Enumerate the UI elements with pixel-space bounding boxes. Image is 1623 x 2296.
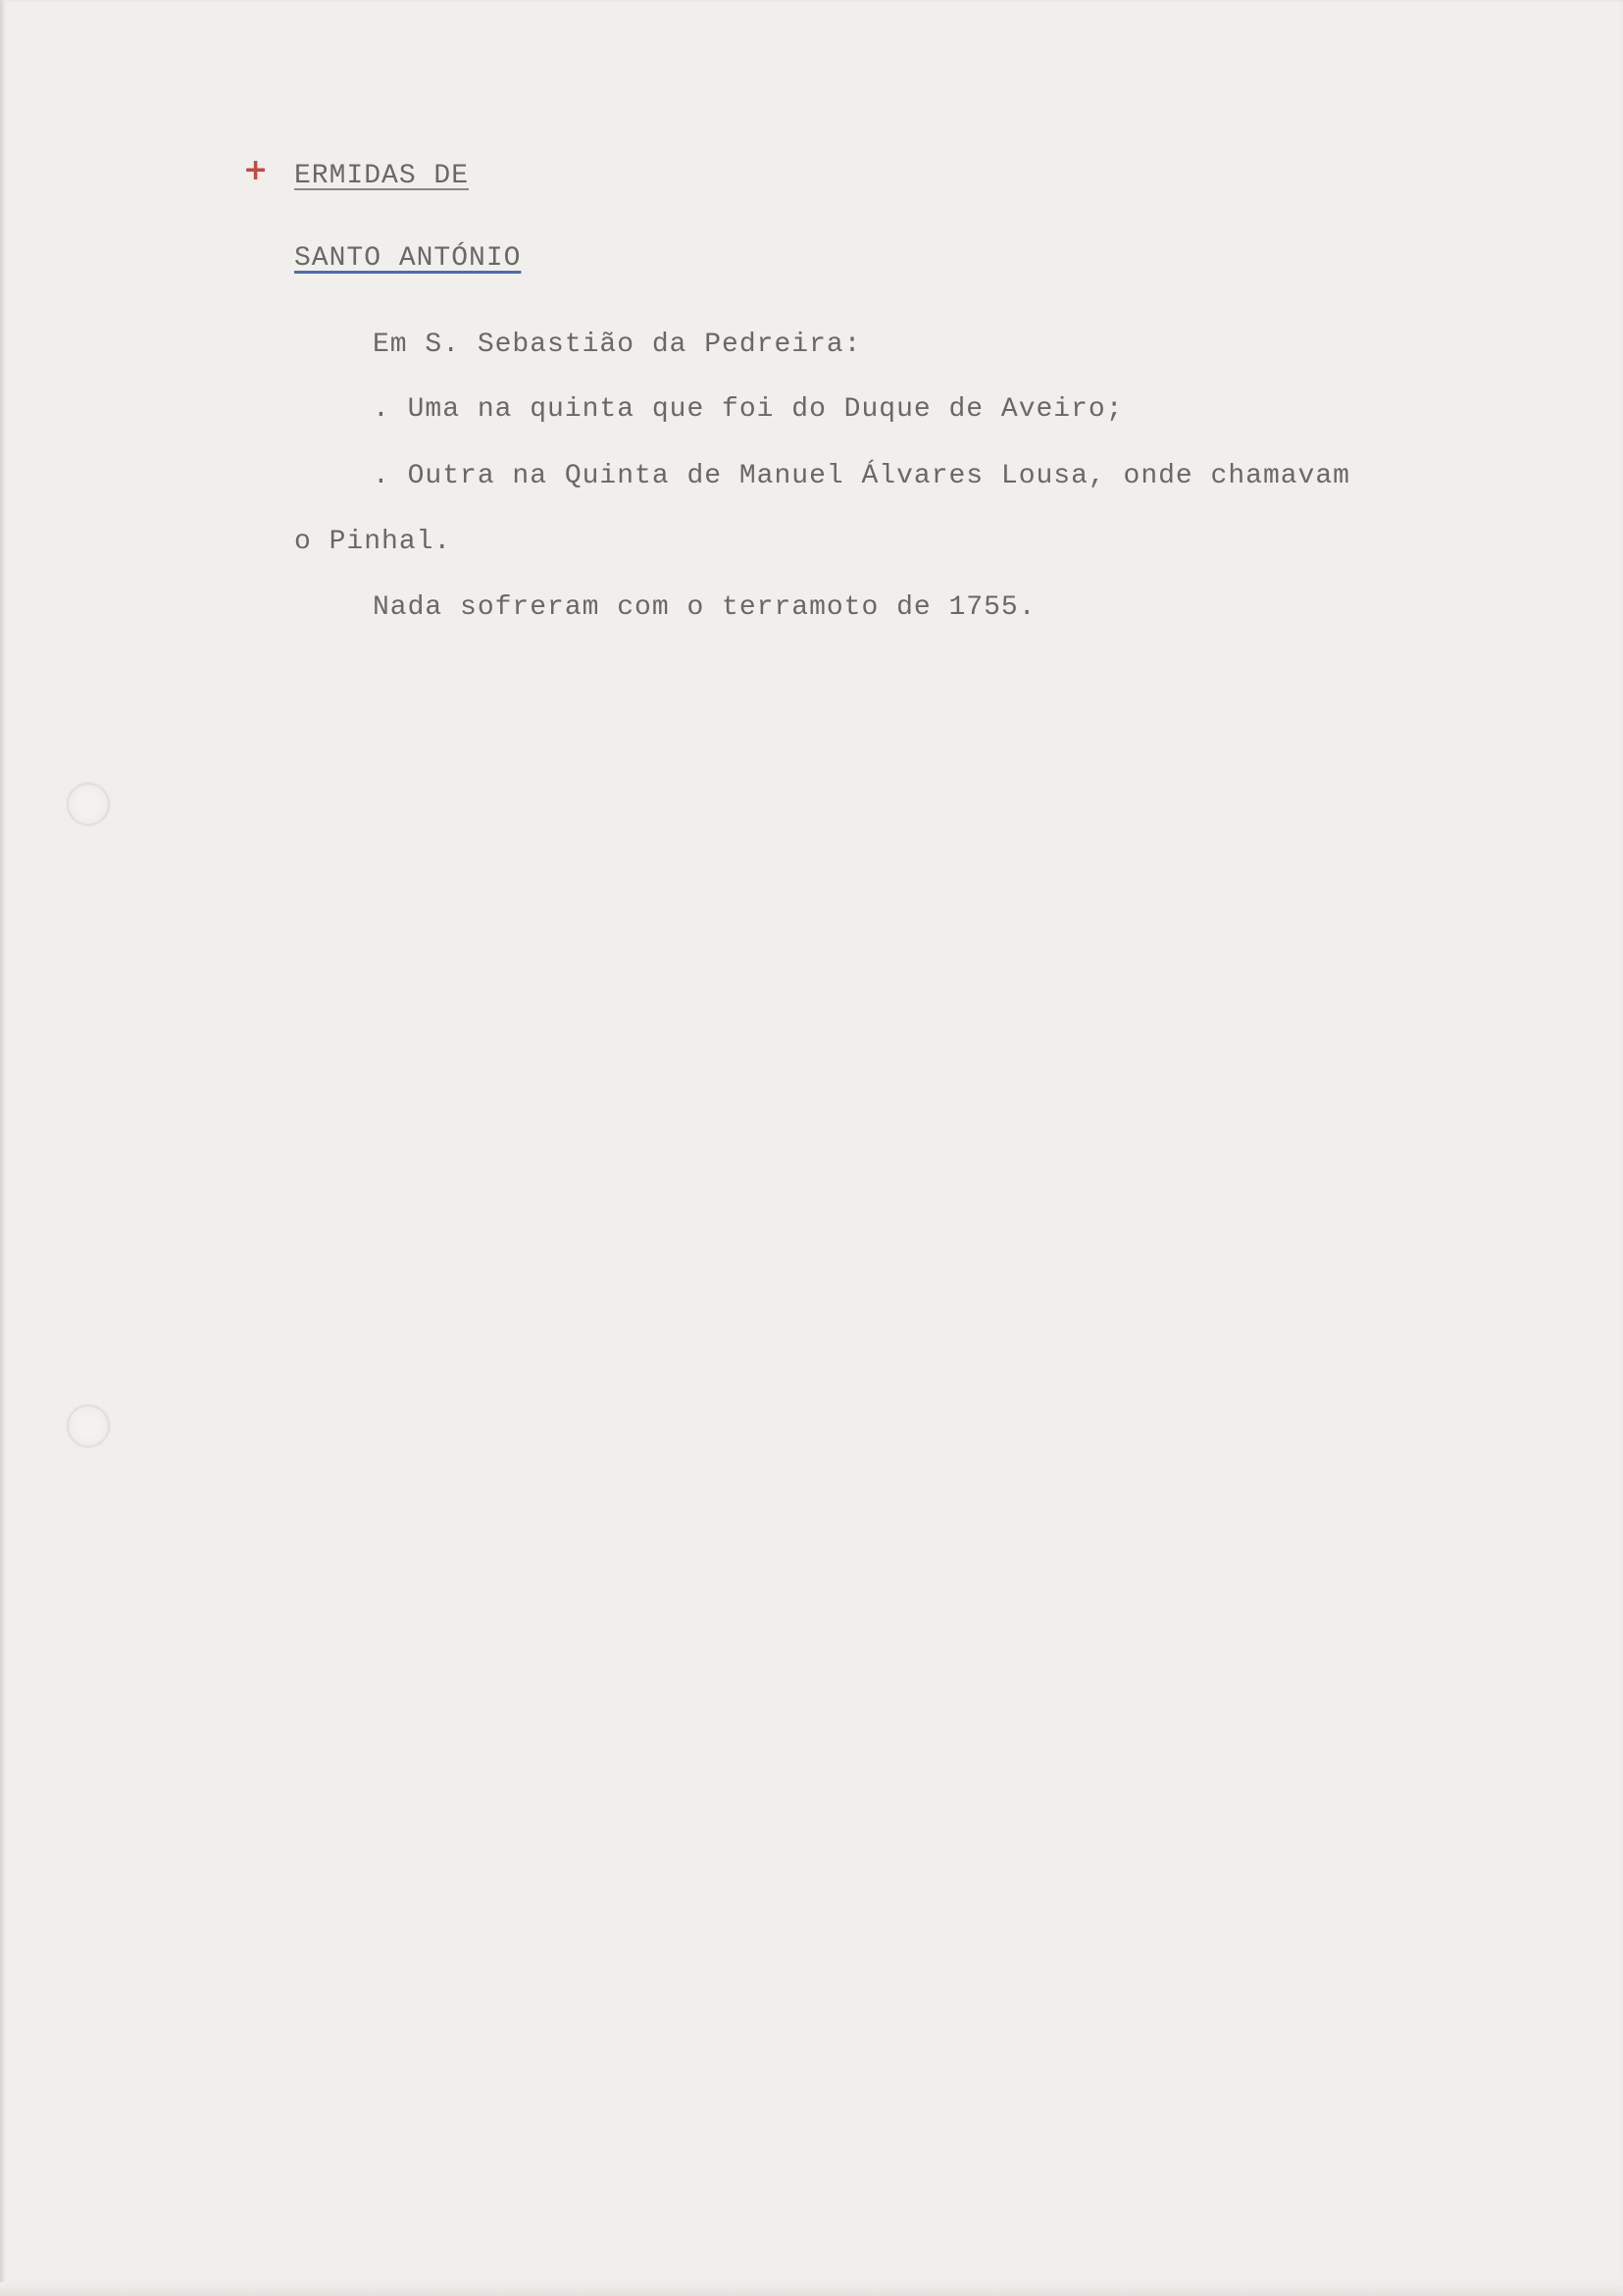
page-left-edge <box>0 0 6 2296</box>
title-line-1: ERMIDAS DE <box>294 161 470 191</box>
list-item-continuation: o Pinhal. <box>294 527 452 557</box>
page-bottom-edge <box>0 2282 1623 2296</box>
punch-hole-bottom <box>67 1404 110 1448</box>
intro-paragraph: Em S. Sebastião da Pedreira: <box>373 330 862 360</box>
list-item: . Uma na quinta que foi do Duque de Aveiro; <box>373 394 1124 425</box>
list-item: . Outra na Quinta de Manuel Álvares Lousa, onde chamavam <box>373 461 1350 491</box>
title-line-2: SANTO ANTÓNIO <box>294 243 522 274</box>
cross-marker-icon: + <box>243 153 269 187</box>
closing-paragraph: Nada sofreram com o terramoto de 1755. <box>373 592 1037 623</box>
punch-hole-top <box>67 783 110 826</box>
